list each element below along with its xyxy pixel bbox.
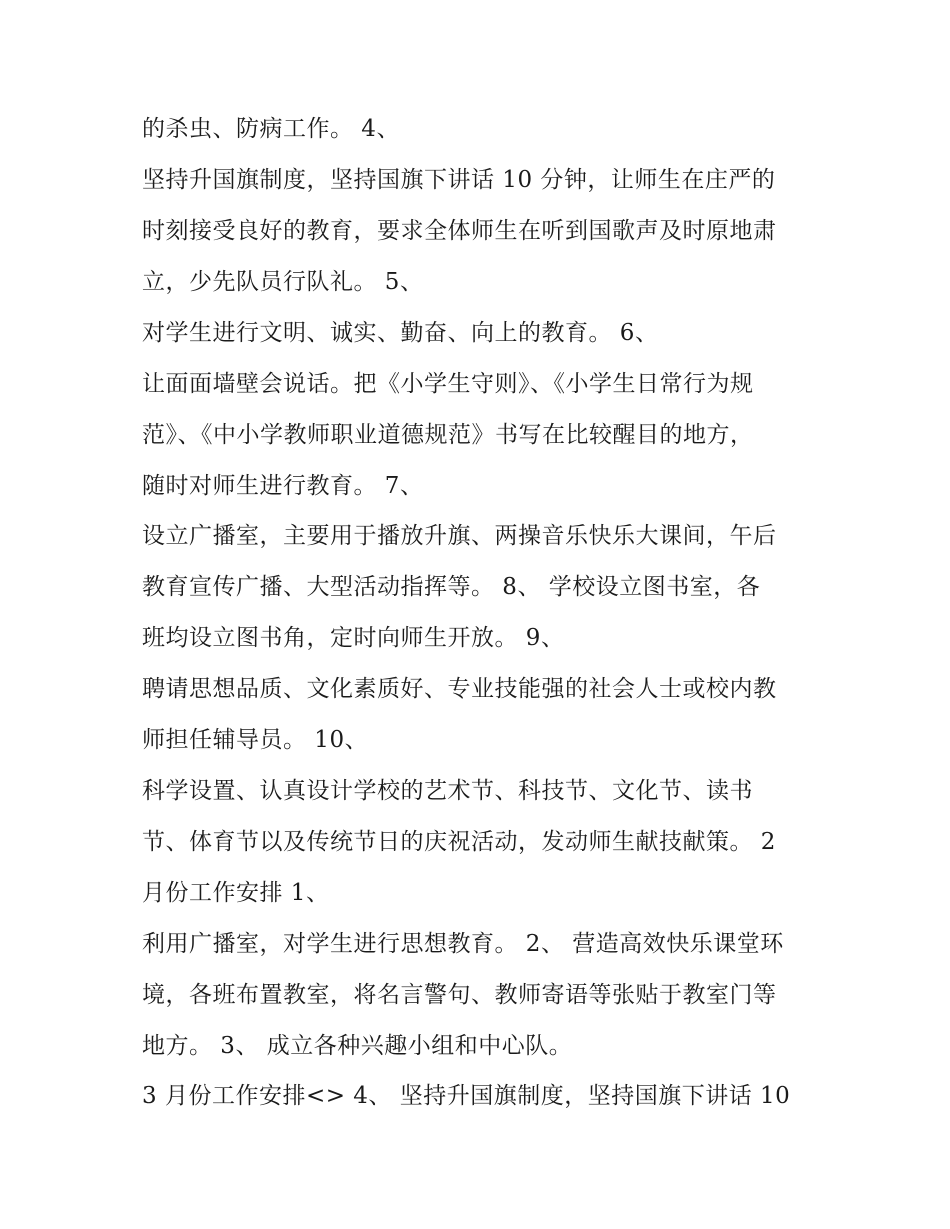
text-line: 时刻接受良好的教育，要求全体师生在听到国歌声及时原地肃	[142, 218, 777, 244]
text-line: 聘请思想品质、文化素质好、专业技能强的社会人士或校内教	[142, 676, 777, 702]
text-line: 境，各班布置教室，将名言警句、教师寄语等张贴于教室门等	[142, 982, 777, 1008]
text-line: 设立广播室，主要用于播放升旗、两操音乐快乐大课间，午后	[142, 523, 777, 549]
text-line: 对学生进行文明、诚实、勤奋、向上的教育。 6、	[142, 320, 659, 346]
text-line: 范》、《中小学教师职业道德规范》书写在比较醒目的地方，	[142, 422, 754, 448]
text-line: 班均设立图书角，定时向师生开放。 9、	[142, 625, 565, 651]
text-line: 让面面墙壁会说话。把《小学生守则》、《小学生日常行为规	[142, 371, 754, 397]
text-line: 月份工作安排 1、	[142, 880, 330, 906]
text-line: 利用广播室，对学生进行思想教育。 2、 营造高效快乐课堂环	[142, 931, 784, 957]
text-line: 地方。 3、 成立各种兴趣小组和中心队。	[142, 1033, 573, 1059]
text-line: 节、体育节以及传统节日的庆祝活动，发动师生献技献策。 2	[142, 829, 776, 855]
text-line: 师担任辅导员。 10、	[142, 727, 369, 753]
text-line: 教育宣传广播、大型活动指挥等。 8、 学校设立图书室，各	[142, 574, 761, 600]
text-line: 3 月份工作安排<> 4、 坚持升国旗制度，坚持国旗下讲话 10	[142, 1083, 791, 1109]
text-line: 随时对师生进行教育。 7、	[142, 473, 424, 499]
text-line: 立，少先队员行队礼。 5、	[142, 269, 424, 295]
text-line: 科学设置、认真设计学校的艺术节、科技节、文化节、读书	[142, 778, 753, 804]
text-line: 的杀虫、防病工作。 4、	[142, 116, 400, 142]
text-line: 坚持升国旗制度，坚持国旗下讲话 10 分钟，让师生在庄严的	[142, 167, 776, 193]
